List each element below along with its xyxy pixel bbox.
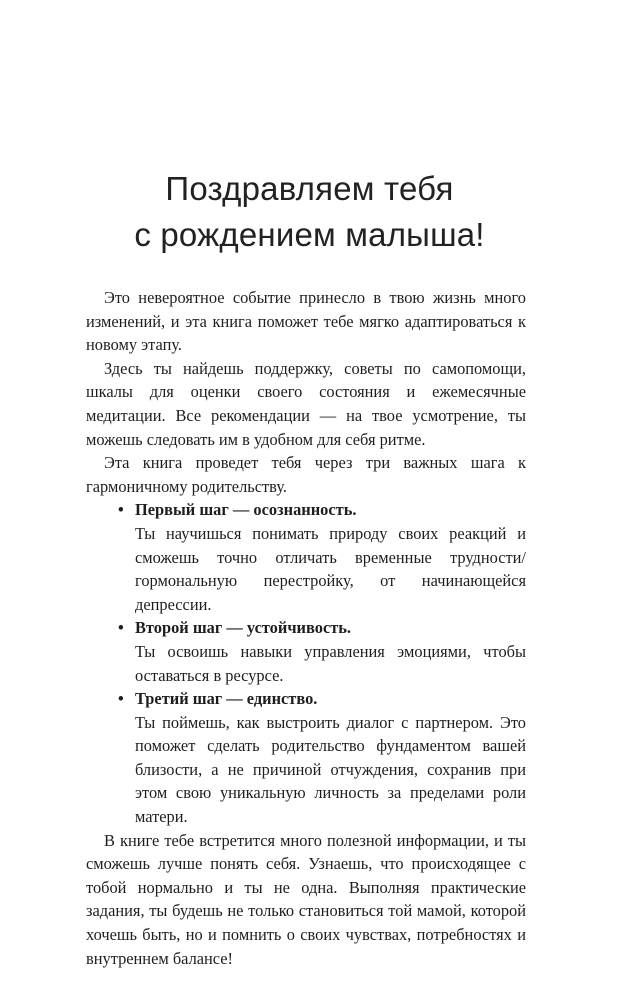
step-description: Ты научишься понимать природу своих реакций и сможешь точно отличать временные трудности/гормональную перестройку, от начинающейся депрессии. (135, 523, 526, 614)
paragraph-closing: В книге тебе встретится много полезной информации, и ты сможешь лучше понять себя. Узнаешь, что происходящее с тобой нормально и ты не одна. Выполняя практические задания, ты будешь не только становиться той мамой, которой хочешь быть, но и помнить о своих чувствах, потребностях и внутреннем балансе! (86, 830, 526, 968)
body-text (86, 286, 526, 970)
paragraph-intro: Это невероятное событие принесло в твою жизнь много изменений, и эта книга поможет тебе мягко адаптироваться к новому этапу. (86, 288, 526, 355)
page-title-line-1: Поздравляем тебя (165, 170, 454, 207)
step-item-3 (118, 687, 526, 829)
step-item-1 (118, 498, 526, 616)
paragraph-support: Здесь ты найдешь поддержку, советы по самопомощи, шкалы для оценки своего состояния и ежемесячные медитации. Все рекомендации — на твое усмотрение, ты можешь следовать им в удобном для себя ритме. (86, 358, 526, 449)
bullet-icon: • (118, 689, 124, 709)
step-heading: Третий шаг — единство. (135, 689, 318, 709)
bullet-icon: • (118, 500, 124, 520)
bullet-icon: • (118, 618, 124, 638)
paragraph-steps-intro: Эта книга проведет тебя через три важных шага к гармоничному родительству. (86, 453, 526, 496)
step-heading: Первый шаг — осознанность. (135, 500, 357, 520)
page-title-line-2: с рождением малыша! (134, 216, 485, 253)
step-heading: Второй шаг — устойчивость. (135, 618, 352, 638)
step-item-2 (118, 616, 526, 687)
step-description: Ты поймешь, как выстроить диалог с партнером. Это поможет сделать родительство фундаментом вашей близости, а не причиной отчуждения, сохранив при этом свою уникальную личность за пределами роли матери. (135, 712, 526, 827)
step-description: Ты освоишь навыки управления эмоциями, чтобы оставаться в ресурсе. (135, 641, 526, 685)
